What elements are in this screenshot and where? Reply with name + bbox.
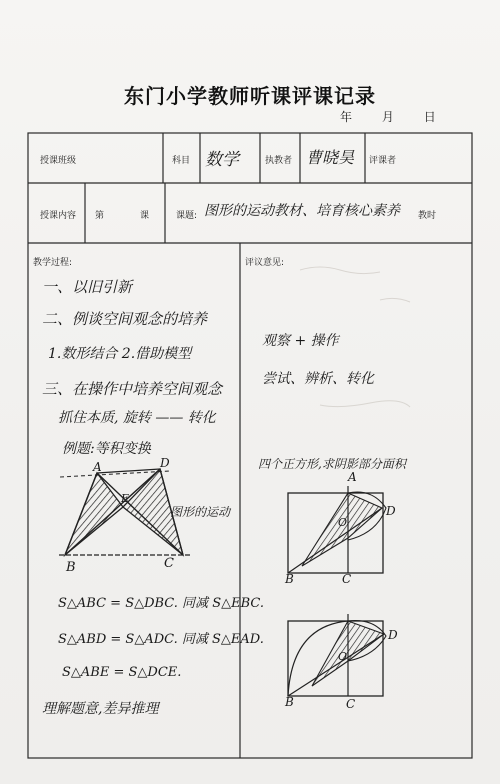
comment-note-3: 四个正方形,求阴影部分面积 bbox=[258, 457, 406, 471]
fig3-label-d: D bbox=[388, 628, 398, 642]
subject-value: 数学 bbox=[205, 150, 239, 170]
topic-value: 图形的运动教材、培育核心素养 bbox=[204, 203, 400, 219]
process-line-4: 三、在操作中培养空间观念 bbox=[42, 380, 223, 398]
comment-note-2: 尝试、辨析、转化 bbox=[262, 371, 374, 387]
comment-note-1: 观察 + 操作 bbox=[262, 333, 339, 349]
fig2-label-c: C bbox=[342, 572, 352, 586]
process-line-3: 1.数形结合 2.借助模型 bbox=[48, 346, 192, 362]
fig1-label-d: D bbox=[160, 456, 170, 470]
di-label: 第 bbox=[95, 211, 105, 221]
time-label: 教时 bbox=[418, 211, 437, 221]
process-heading: 教学过程: bbox=[33, 258, 73, 268]
fig1-label-b: B bbox=[66, 560, 76, 575]
fig3-label-c: C bbox=[346, 697, 356, 711]
fig1-note: 图形的运动 bbox=[170, 505, 231, 519]
closing-line: 理解题意,差异推理 bbox=[42, 701, 159, 717]
day-label: 日 bbox=[423, 110, 436, 124]
formula-1: S△ABC = S△DBC. 同减 S△EBC. bbox=[58, 596, 264, 611]
fig1-label-c: C bbox=[164, 556, 174, 571]
fig2-label-d: D bbox=[386, 504, 396, 518]
formula-2: S△ABD = S△ADC. 同减 S△EAD. bbox=[58, 632, 264, 647]
process-line-1: 一、以旧引新 bbox=[42, 278, 133, 296]
fig2-label-o: O bbox=[338, 516, 348, 529]
fig1-label-a: A bbox=[93, 460, 102, 474]
month-label: 月 bbox=[381, 110, 394, 124]
fig2-label-a: A bbox=[348, 470, 357, 484]
page-title: 东门小学教师听课评课记录 bbox=[124, 84, 376, 108]
comment-heading: 评议意见: bbox=[245, 258, 285, 268]
year-label: 年 bbox=[340, 110, 353, 124]
fig3-label-b: B bbox=[285, 695, 294, 709]
process-line-6: 例题:等积变换 bbox=[62, 441, 151, 457]
fig3-label-o: O bbox=[338, 650, 348, 663]
content-label: 授课内容 bbox=[40, 211, 77, 221]
evaluator-label: 评课者 bbox=[369, 156, 397, 166]
ke-label: 课 bbox=[140, 211, 150, 221]
process-line-5: 抓住本质, 旋转 —— 转化 bbox=[58, 410, 216, 426]
fig2-label-b: B bbox=[285, 572, 294, 586]
formula-3: S△ABE = S△DCE. bbox=[62, 665, 182, 680]
teacher-value: 曹晓昊 bbox=[306, 148, 355, 167]
subject-label: 科目 bbox=[172, 156, 191, 166]
teacher-label: 执教者 bbox=[265, 156, 293, 166]
fig1-label-e: E bbox=[121, 492, 130, 505]
class-label: 授课班级 bbox=[40, 156, 77, 166]
process-line-2: 二、例谈空间观念的培养 bbox=[42, 310, 208, 328]
topic-label: 课题: bbox=[176, 211, 198, 221]
